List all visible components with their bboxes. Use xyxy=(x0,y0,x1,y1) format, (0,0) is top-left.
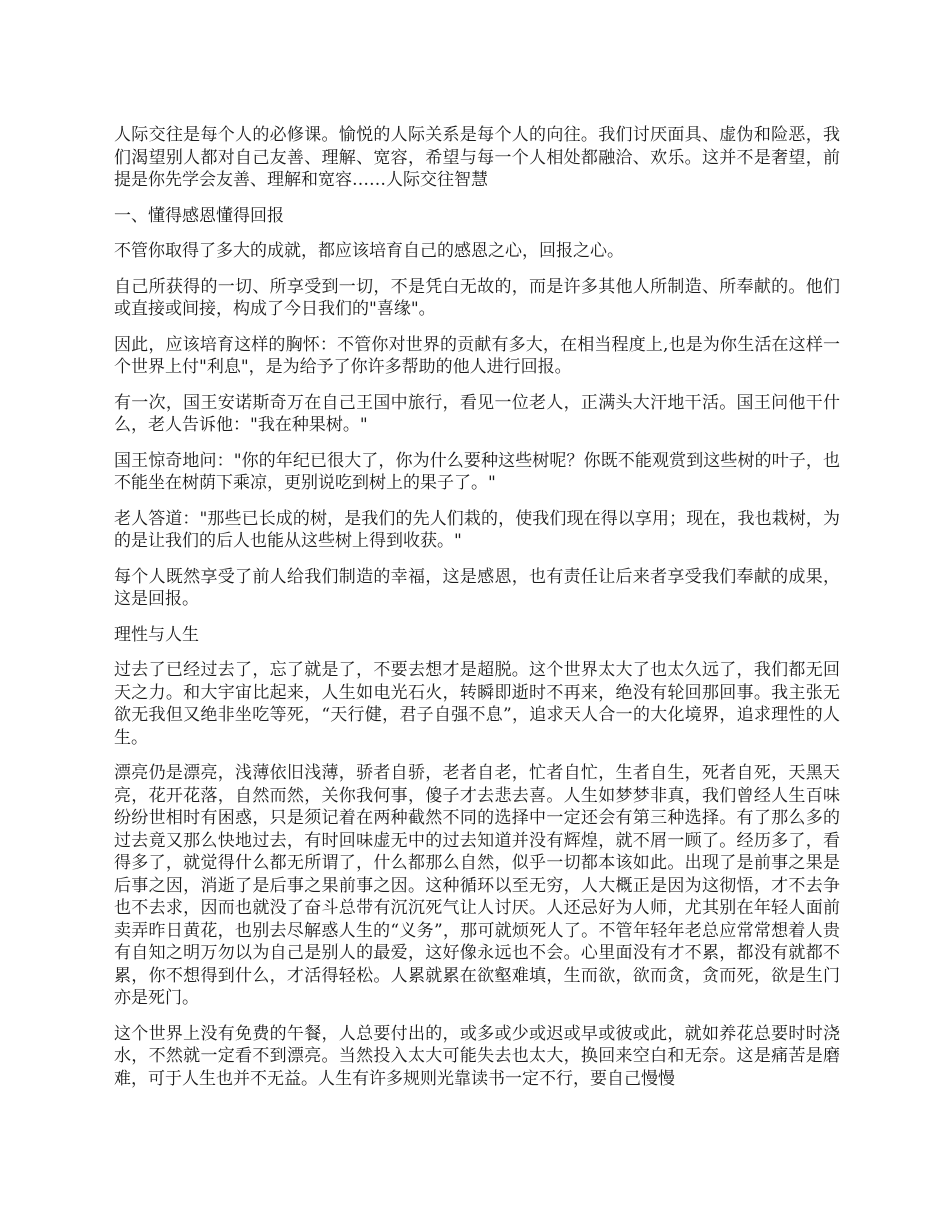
paragraph: 自己所获得的一切、所享受到一切，不是凭白无故的，而是许多其他人所制造、所奉献的。他们或直接或间接，构成了今日我们的"喜缘"。 xyxy=(114,276,840,319)
paragraph: 老人答道："那些已长成的树，是我们的先人们栽的，使我们现在得以享用；现在，我也栽树，为的是让我们的后人也能从这些树上得到收获。" xyxy=(114,508,840,551)
paragraph: 每个人既然享受了前人给我们制造的幸福，这是感恩，也有责任让后来者享受我们奉献的成果，这是回报。 xyxy=(114,566,840,609)
paragraph: 有一次，国王安诺斯奇万在自己王国中旅行，看见一位老人，正满头大汗地干活。国王问他干什么，老人告诉他："我在种果树。" xyxy=(114,392,840,435)
paragraph: 不管你取得了多大的成就，都应该培育自己的感恩之心，回报之心。 xyxy=(114,241,624,261)
document-body xyxy=(114,124,840,1103)
section-heading-reason-and-life: 理性与人生 xyxy=(114,624,199,645)
paragraph: 漂亮仍是漂亮，浅薄依旧浅薄，骄者自骄，老者自老，忙者自忙，生者自生，死者自死，天黑天亮，花开花落，自然而然，关你我何事，傻子才去悲去喜。人生如梦梦非真，我们曾经人生百味纷纷世相时有困惑，只是须记着在两种截然不同的选择中一定还会有第三种选择。有了那么多的过去竟又那么快地过去，有时回味虚无中的过去知道并没有辉煌，就不屑一顾了。经历多了，看得多了，就觉得什么都无所谓了，什么都那么自然，似乎一切都本该如此。出现了是前事之果是后事之因，消逝了是后事之果前事之因。这种循环以至无穷，人大概正是因为这彻悟，才不去争也不去求，因而也就没了奋斗总带有沉沉死气让人讨厌。人还忌好为人师，尤其别在年轻人面前卖弄昨日黄花，也别去尽解惑人生的“义务”，那可就烦死人了。不管年轻年老总应常常想着人贵有自知之明万勿以为自己是别人的最爱，这好像永远也不会。心里面没有才不累，都没有就都不累，你不想得到什么，才活得轻松。人累就累在欲壑难填，生而欲，欲而贪，贪而死，欲是生门亦是死门。 xyxy=(114,763,840,1008)
paragraph: 过去了已经过去了，忘了就是了，不要去想才是超脱。这个世界太大了也太久远了，我们都无回天之力。和大宇宙比起来，人生如电光石火，转瞬即逝时不再来，绝没有轮回那回事。我主张无欲无我但又绝非坐吃等死，“天行健，君子自强不息”，追求天人合一的大化境界，追求理性的人生。 xyxy=(114,660,840,748)
paragraph: 这个世界上没有免费的午餐，人总要付出的，或多或少或迟或早或彼或此，就如养花总要时时浇水，不然就一定看不到漂亮。当然投入太大可能失去也太大，换回来空白和无奈。这是痛苦是磨难，可于人生也并不无益。人生有许多规则光靠读书一定不行，要自己慢慢 xyxy=(114,1023,840,1089)
paragraph: 国王惊奇地问："你的年纪已很大了，你为什么要种这些树呢？你既不能观赏到这些树的叶子，也不能坐在树荫下乘凉，更别说吃到树上的果子了。" xyxy=(114,450,840,493)
section-heading-gratitude: 一、懂得感恩懂得回报 xyxy=(114,205,284,226)
paragraph: 因此，应该培育这样的胸怀：不管你对世界的贡献有多大，在相当程度上,也是为你生活在这样一个世界上付"利息"，是为给予了你许多帮助的他人进行回报。 xyxy=(114,334,840,377)
intro-paragraph: 人际交往是每个人的必修课。愉悦的人际关系是每个人的向往。我们讨厌面具、虚伪和险恶，我们渴望别人都对自己友善、理解、宽容，希望与每一个人相处都融洽、欢乐。这并不是奢望，前提是你先学会友善、理解和宽容……人际交往智慧 xyxy=(114,125,840,190)
